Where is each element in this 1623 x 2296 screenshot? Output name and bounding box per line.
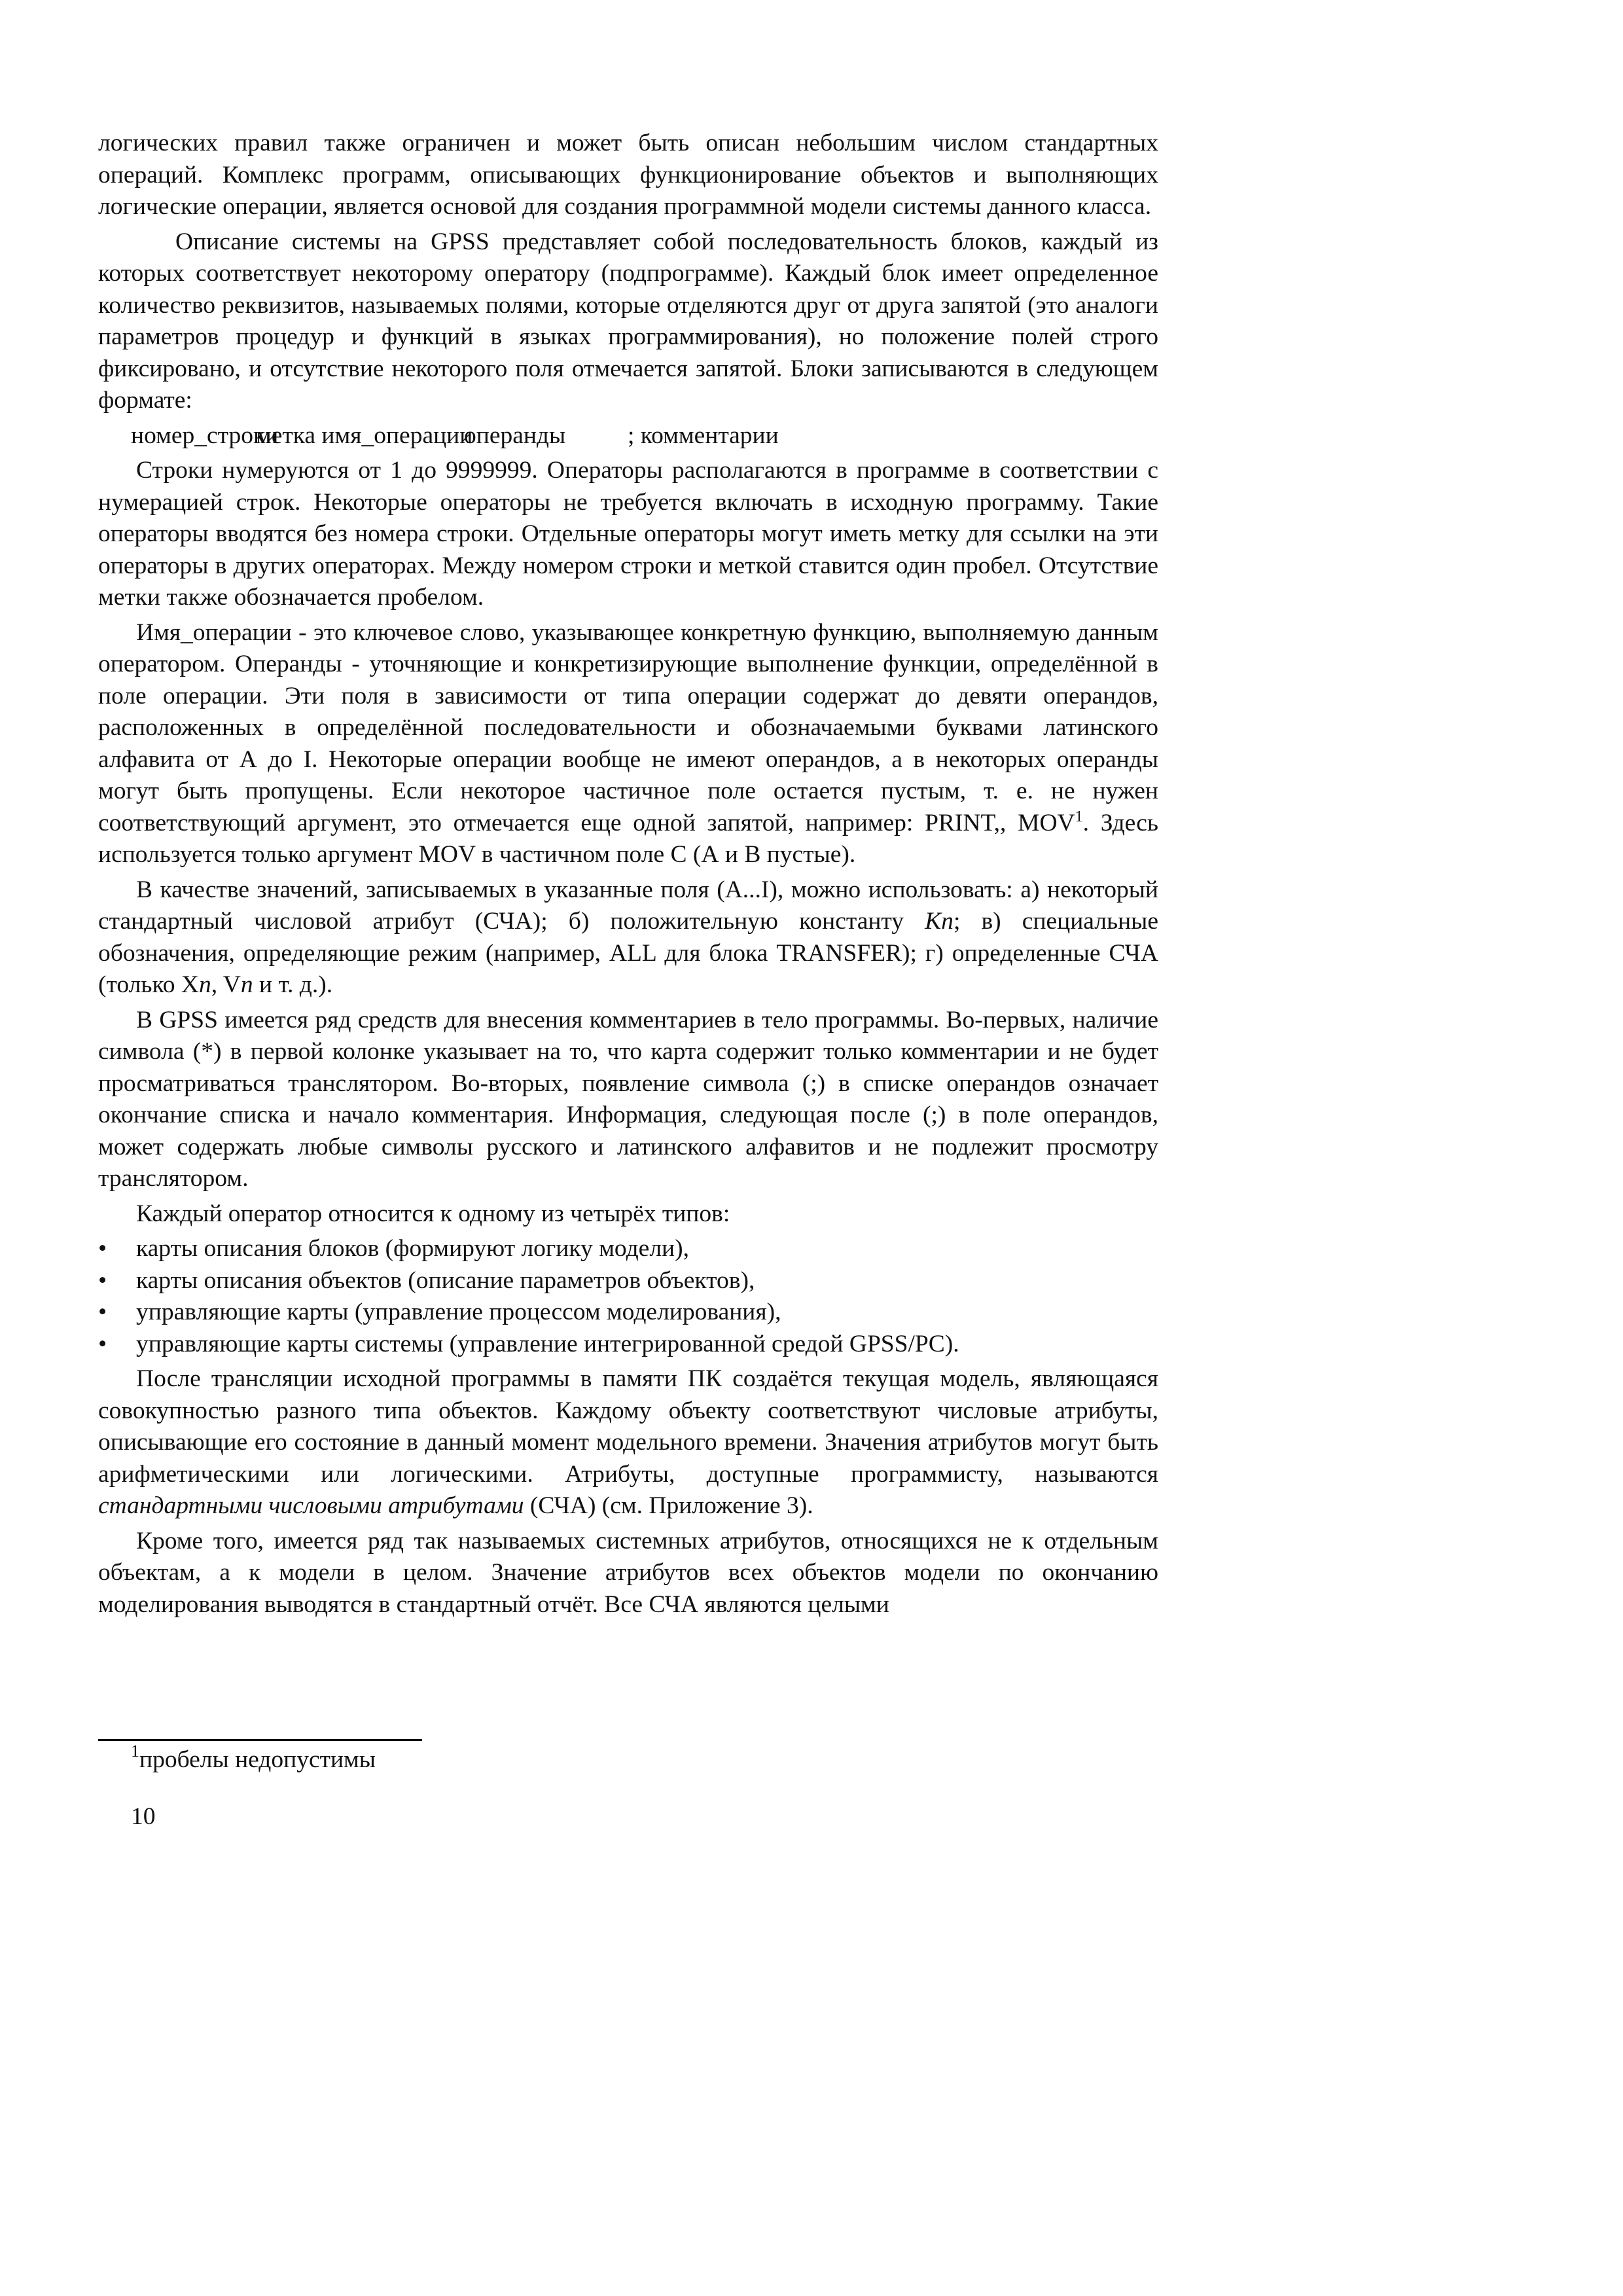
vn-subscript: n — [240, 971, 253, 998]
paragraph-5-part-d: и т. д.). — [253, 971, 333, 998]
paragraph-9: Кроме того, имеется ряд так называемых системных атрибутов, относящихся не к отдельным объектам, а к модели в целом. Значение атрибутов всех объектов модели по окончанию моделирования выводятся в стандартный отчёт. Все СЧА являются целыми — [98, 1527, 1158, 1618]
footnote — [131, 1744, 376, 1776]
sna-term: стандартными числовыми атрибутами — [98, 1492, 524, 1519]
xn-subscript: n — [198, 971, 211, 998]
list-item — [98, 1265, 1158, 1297]
format-col-operands: операнды — [464, 422, 566, 449]
list-item-text: управляющие карты (управление процессом моделирования), — [136, 1299, 781, 1325]
paragraph-5-part-a: В качестве значений, записываемых в указанные поля (A...I), можно использовать: а) некоторый стандартный числовой атрибут (СЧА); б) положительную константу — [98, 876, 1158, 935]
footnote-divider — [98, 1739, 422, 1741]
paragraph-5-part-b: ; в) специальные обозначения, определяющие режим (например, ALL для блока TRANSFER); г) определенные СЧА (только X — [98, 908, 1158, 998]
bullet-icon: • — [98, 1330, 107, 1357]
bullet-icon: • — [98, 1299, 107, 1325]
paragraph-5 — [98, 874, 1158, 1001]
paragraph-8-part-a: После трансляции исходной программы в памяти ПК создаётся текущая модель, являющаяся совокупностью разного типа объектов. Каждому объекту соответствуют числовые атрибуты, описывающие его состояние в данный момент модельного времени. Значения атрибутов могут быть арифметическими или логическими. Атрибуты, доступные программисту, называются — [98, 1365, 1158, 1488]
footnote-marker: 1 — [131, 1742, 139, 1761]
paragraph-1: логических правил также ограничен и может быть описан небольшим числом стандартных операций. Комплекс программ, описывающих функционирование объектов и выполняющих логические операции, является основой для создания программной модели системы данного класса. — [98, 130, 1158, 220]
list-item — [98, 1233, 1158, 1265]
block-format-line — [98, 420, 1158, 452]
page-number: 10 — [131, 1803, 156, 1830]
list-item — [98, 1329, 1158, 1361]
paragraph-3: Строки нумеруются от 1 до 9999999. Операторы располагаются в программе в соответствии с нумерацией строк. Некоторые операторы не требуется включать в исходную программу. Такие операторы вводятся без номера строки. Отдельные операторы могут иметь метку для ссылки на эти операторы в других операторах. Между номером строки и меткой ставится один пробел. Отсутствие метки также обозначается пробелом. — [98, 457, 1158, 611]
format-col-comments: ; комментарии — [628, 422, 779, 449]
page-body — [98, 128, 1158, 1624]
list-item-text: карты описания блоков (формируют логику модели), — [136, 1235, 689, 1262]
paragraph-4-tail: . Здесь используется только аргумент MOV в частичном поле С (А и В пустые). — [98, 809, 1158, 868]
paragraph-4-text: Имя_операции - это ключевое слово, указывающее конкретную функцию, выполняемую данным оператором. Операнды - уточняющие и конкретизирующие выполнение функции, определённой в поле операции. Эти поля в зависимости от типа операции содержат до девяти операндов, расположенных в определённой последовательности и обозначаемыми буквами латинского алфавита от А до I. Некоторые операции вообще не имеют операндов, а в некоторых операнды могут быть пропущены. Если некоторое частичное поле остается пустым, т. е. не нужен соответствующий аргумент, это отмечается еще одной запятой, например: PRINT,, MOV — [98, 619, 1158, 836]
list-item-text: управляющие карты системы (управление интегрированной средой GPSS/PC). — [136, 1330, 959, 1357]
paragraph-4 — [98, 617, 1158, 871]
paragraph-8-part-b: (СЧА) (см. Приложение 3). — [524, 1492, 813, 1519]
paragraph-8 — [98, 1363, 1158, 1522]
format-col-label-operation: метка имя_операции — [256, 422, 473, 449]
paragraph-2: Описание системы на GPSS представляет собой последовательность блоков, каждый из которых соответствует некоторому оператору (подпрограмме). Каждый блок имеет определенное количество реквизитов, называемых полями, которые отделяются друг от друга запятой (это аналоги параметров процедур и функций в языках программирования), но положение полей строго фиксировано, и отсутствие некоторого поля отмечается запятой. Блоки записываются в следующем формате: — [98, 228, 1158, 414]
operator-types-list — [98, 1233, 1158, 1360]
footnote-text: пробелы недопустимы — [139, 1746, 376, 1773]
paragraph-5-part-c: , V — [211, 971, 241, 998]
list-item — [98, 1297, 1158, 1329]
bullet-icon: • — [98, 1235, 107, 1262]
bullet-icon: • — [98, 1266, 107, 1294]
kn-term: Kn — [925, 908, 954, 935]
paragraph-6: В GPSS имеется ряд средств для внесения комментариев в тело программы. Во-первых, наличие символа (*) в первой колонке указывает на то, что карта содержит только комментарии и не будет просматриваться транслятором. Во-вторых, появление символа (;) в списке операндов означает окончание списка и начало комментария. Информация, следующая после (;) в поле операндов, может содержать любые символы русского и латинского алфавитов и не подлежит просмотру транслятором. — [98, 1006, 1158, 1192]
list-item-text: карты описания объектов (описание параметров объектов), — [136, 1266, 755, 1294]
format-col-line-number: номер_строки — [131, 422, 279, 449]
footnote-ref: 1 — [1075, 808, 1083, 825]
paragraph-7: Каждый оператор относится к одному из четырёх типов: — [136, 1200, 730, 1227]
